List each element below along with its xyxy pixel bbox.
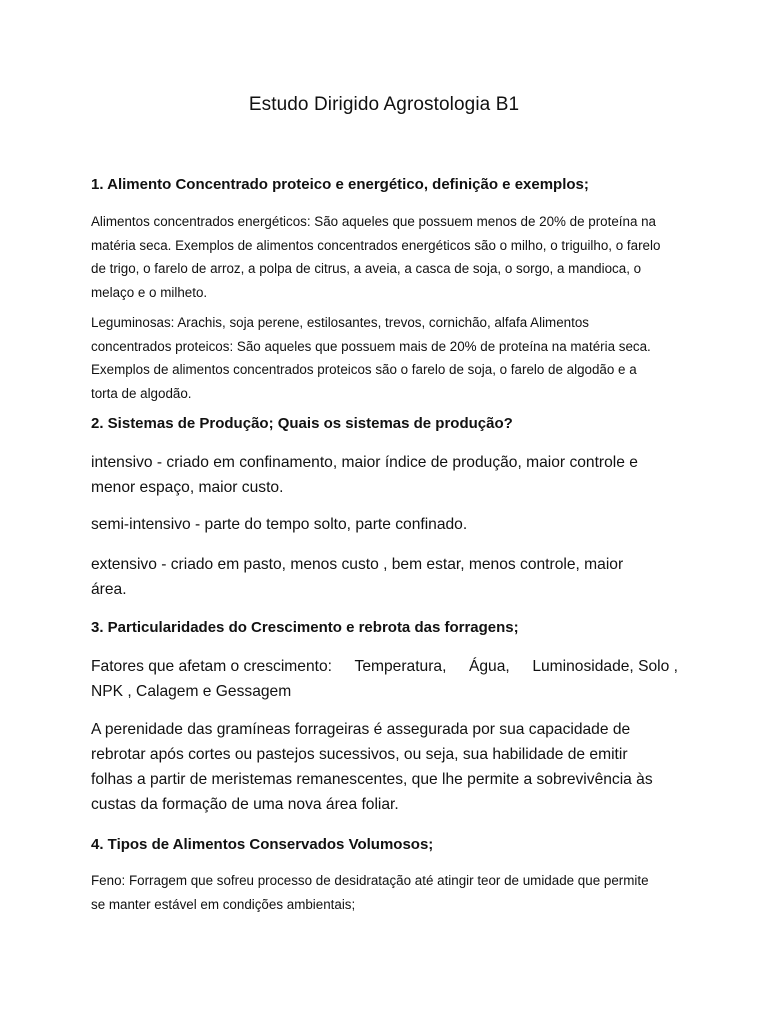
section-4-paragraph-1 [91,869,691,916]
section-2-paragraph-1 [91,450,691,500]
section-3-paragraph-1 [91,717,691,817]
text-line: de trigo, o farelo de arroz, a polpa de citrus, a aveia, a casca de soja, o sorgo, a mandioca, o [91,261,642,276]
text-line: semi-intensivo - parte do tempo solto, parte confinado. [91,516,468,533]
text-line: Leguminosas: Arachis, soja perene, estilosantes, trevos, cornichão, alfafa Alimentos [91,315,589,330]
text-line: melaço e o milheto. [91,284,208,300]
section-1-paragraph-2 [91,311,691,405]
text-line: concentrados proteicos: São aqueles que possuem mais de 20% de proteína na matéria seca. [91,338,651,354]
text-line: área. [91,581,127,598]
text-line: folhas a partir de meristemas remanescentes, que lhe permite a sobrevivência às [91,771,653,788]
text-line: menor espaço, maior custo. [91,479,284,496]
text-line: rebrotar após cortes ou pastejos sucessivos, ou seja, sua habilidade de emitir [91,746,628,763]
text-line: matéria seca. Exemplos de alimentos concentrados energéticos são o milho, o triguilho, o farelo [91,237,661,253]
text-line: extensivo - criado em pasto, menos custo , bem estar, menos controle, maior [91,556,624,573]
section-2-heading: 2. Sistemas de Produção; Quais os sistemas de produção? [91,415,513,432]
text-line: custas da formação de uma nova área foliar. [91,796,399,813]
text-line: intensivo - criado em confinamento, maior índice de produção, maior controle e [91,454,638,471]
text-line: Exemplos de alimentos concentrados proteicos são o farelo de soja, o farelo de algodão e a [91,362,637,377]
factors-line [91,654,678,679]
section-3-heading: 3. Particularidades do Crescimento e rebrota das forragens; [91,619,519,636]
text-line: se manter estável em condições ambientais; [91,896,356,912]
text-line: NPK , Calagem e Gessagem [91,683,292,700]
factors-word: Fatores que afetam o crescimento: [91,658,332,675]
section-1-heading: 1. Alimento Concentrado proteico e energético, definição e exemplos; [91,176,589,193]
text-line: Feno: Forragem que sofreu processo de desidratação até atingir teor de umidade que permite [91,873,649,888]
text-line: torta de algodão. [91,385,192,401]
factors-word: Temperatura, [354,658,447,675]
text-line: A perenidade das gramíneas forrageiras é assegurada por sua capacidade de [91,721,631,738]
section-2-paragraph-2 [91,512,691,537]
factors-word: Água, [468,658,510,675]
section-2-paragraph-3 [91,552,691,602]
section-3-factors [91,654,691,704]
factors-word: Luminosidade, Solo , [532,658,678,675]
section-4-heading: 4. Tipos de Alimentos Conservados Volumosos; [91,836,434,853]
section-1-paragraph-1 [91,210,691,304]
text-line: Alimentos concentrados energéticos: São aqueles que possuem menos de 20% de proteína na [91,214,657,229]
document-title: Estudo Dirigido Agrostologia B1 [248,94,520,115]
